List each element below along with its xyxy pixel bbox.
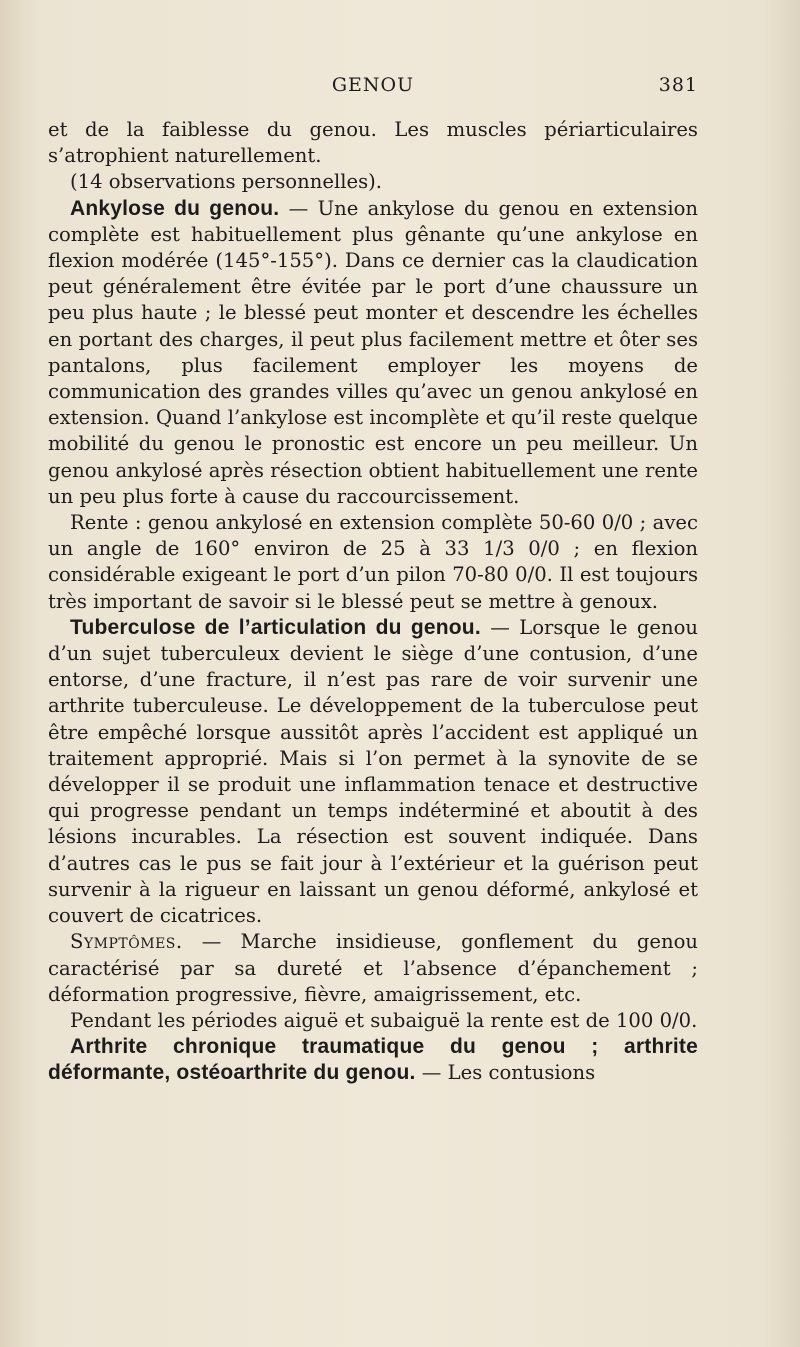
paragraph-continuation: et de la faiblesse du genou. Les muscles périarticulaires s’atrophient naturellement. [48, 118, 698, 168]
paragraph-tuberculose-text: — Lorsque le genou d’un sujet tuberculeux devient le siège d’une contusion, d’une entorse, d’une fracture, il n’est pas rare de voir survenir une arthrite tuberculeuse. Le développement de la tuberculose peut être empêché lorsque aussitôt après l’accident est appliqué un traitement approprié. Mais si l’on permet à la synovite de se développer il se produit une inflammation tenace et destructive qui progresse pendant un temps indéterminé et aboutit à des lésions incurables. La résection est souvent indiquée. Dans d’autres cas le pus se fait jour à l’extérieur et la guérison peut survenir à la rigueur en laissant un genou déformé, ankylosé et couvert de cicatrices. [48, 615, 698, 928]
paragraph-symptomes-text: — Marche insidieuse, gonflement du genou caractérisé par sa dureté et l’absence d’épanchement ; déformation progressive, fièvre, amaigrissement, etc. [48, 930, 698, 1006]
paragraph-rente: Rente : genou ankylosé en extension complète 50-60 0/0 ; avec un angle de 160° environ de 25 à 33 1/3 0/0 ; en flexion considérable exigeant le port d’un pilon 70-80 0/0. Il est toujours très important de savoir si le blessé peut se mettre à genoux. [48, 511, 698, 613]
paragraph-observations: (14 observations personnelles). [70, 170, 382, 194]
paragraph-ankylose-text: — Une ankylose du genou en extension complète est habituellement plus gênante qu’une ankylose en flexion modérée (145°-155°). Dans ce dernier cas la claudication peut généralement être évitée par le port d’une chaussure un peu plus haute ; le blessé peut monter et descendre les échelles en portant des charges, il peut plus facilement mettre et ôter ses pantalons, plus facilement employer les moyens de communication des grandes villes qu’avec un genou ankylosé en extension. Quand l’ankylose est incomplète et qu’il reste quelque mobilité du genou le pronostic est encore un peu meilleur. Un genou ankylosé après résection obtient habituellement une rente un peu plus forte à cause du raccourcissement. [48, 196, 698, 508]
section-heading-ankylose: Ankylose du genou. [70, 196, 280, 220]
running-header [48, 74, 698, 104]
paragraph-tuberculose [48, 615, 698, 929]
section-heading-tuberculose: Tuberculose de l’articulation du genou. [70, 615, 481, 639]
running-title: GENOU [331, 74, 415, 96]
paragraph-symptomes [48, 929, 698, 1008]
paragraph-arthrite [48, 1034, 698, 1086]
paragraph-ankylose [48, 196, 698, 510]
text-body [48, 117, 698, 1087]
paragraph-periodes: Pendant les périodes aiguë et subaiguë la rente est de 100 0/0. [70, 1008, 698, 1032]
page-number: 381 [658, 74, 698, 96]
section-heading-arthrite: Arthrite chronique traumatique du genou ; arthrite déformante, ostéoarthrite du genou. [48, 1035, 698, 1085]
paragraph-arthrite-text: — Les contusions [415, 1061, 596, 1085]
symptomes-label: Symptômes. [70, 930, 183, 954]
